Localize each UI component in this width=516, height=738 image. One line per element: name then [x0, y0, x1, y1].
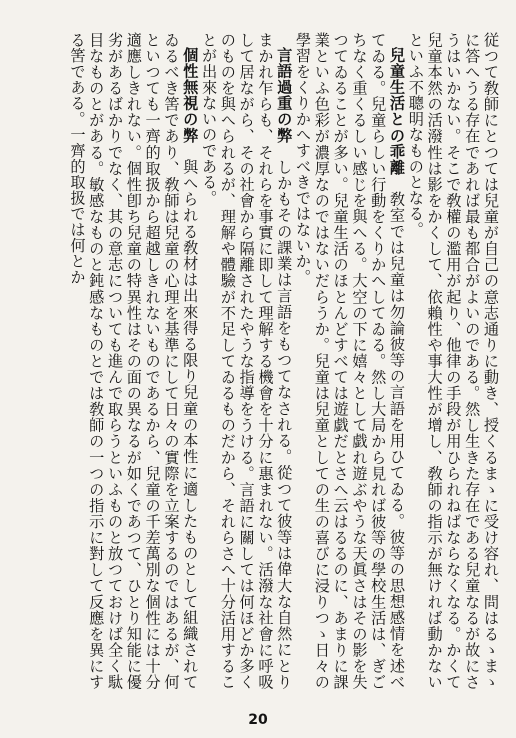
- section-heading: 兒童生活との乖離: [388, 47, 407, 176]
- paragraph-section-3: [68, 32, 200, 690]
- paragraph-section-1: [293, 32, 406, 690]
- section-heading: 個性無視の弊: [181, 47, 200, 144]
- paragraph-text: 敎室では兒童は勿論彼等の言語を用ひてゐる。彼等の思想感情を述べてゐる。兒童らしい行動をくりかへしてゐる。然し大局から見れば彼等の學校生活は、ぎごちなく重くるしい感じを與へる。大空の下に嬉々として戯れ遊ぶやうな天眞さはその影を失つてゐることが多い。兒童生活のほとんどすべては遊戯だとさへ云はるるのに、あまりに課業といふ色彩が濃厚なのではないだらうか。兒童は兒童としての生の喜びに浸りつゝ日々の學習をくりかへすべきではないか。: [294, 32, 407, 690]
- paragraph-text: しかもその課業は言語をもつてなされる。從つて彼等は偉大な自然にとりまかれ乍らも、それらを事實に即して理解する機會を十分に惠まれない。活潑な社會に呼吸して居ながら、その社會から隔離されたやうな指導をうける。言語に關しては何ほどか多くのものを與へられるが、理解や體驗が不足してゐるものだから、それらさへ十分活用することが出來ないのである。: [200, 32, 294, 690]
- section-heading: 言語過重の弊: [275, 47, 294, 144]
- paragraph-text: 従つて敎師にとつては兒童が自己の意志通りに動き、授くるまゝに受け容れ、問はるゝまゝに答へうる存在であれば最も都合がよいのである。然し生きた存在である兒童なるが故にさうはいかない。そこで敎權の濫用が起り、他律の手段が用ひられねばならなくなる。かくて兒童本然の活潑性は影をかくして、依賴性や事大性が增し、敎師の指示が無ければ動かないといふ不聰明なものとなる。: [406, 32, 500, 690]
- paragraph-intro: [406, 32, 500, 690]
- page-number: 20: [248, 712, 268, 728]
- paragraph-text: 與へられる敎材は出來得る限り兒童の本性に適したものとして組織されてゐるべき筈であり、敎師は兒童の心理を基準にして日々の實際を立案するのではあるが、何といつても一齊的取扱から超越しきれないものであるから、兒童の千差萬別な個性には十分適應しきれない。個性卽ち兒童の特異性はその面の異なるが如くであつて、ひとり知能に優劣があるばかりでなく、其の意志についても進んで取らうといふものと放つておけば全く駄目なものとがある。敏感なものと鈍感なものとでは敎師の一つの指示に對して反應を異にする筈である。一齊的取扱では何とか: [68, 32, 200, 690]
- paragraph-section-2: [199, 32, 293, 690]
- vertical-text-body: [18, 32, 500, 690]
